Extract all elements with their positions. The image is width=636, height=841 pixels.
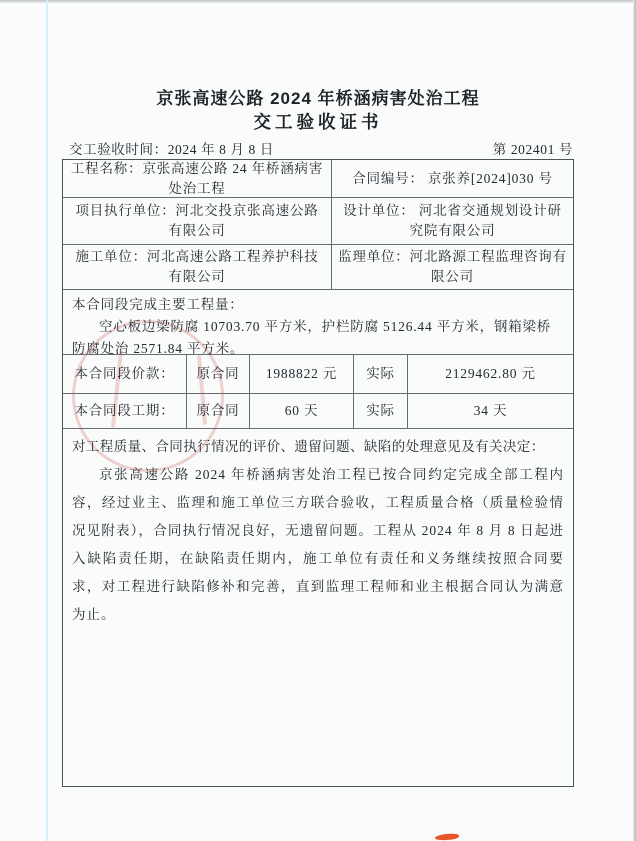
duration-label: 本合同段工期： xyxy=(74,403,175,418)
table-row xyxy=(63,244,573,289)
scan-edge-top xyxy=(0,0,636,3)
cell-construction-unit: 施工单位：河北高速公路工程养护科技有限公司 xyxy=(75,249,319,284)
amount-original-value: 1988822 元 xyxy=(249,355,353,393)
duration-actual-label: 实际 xyxy=(353,394,407,428)
cell-evaluation xyxy=(63,429,573,786)
table-row-evaluation xyxy=(63,428,573,786)
amount-original-label: 原合同 xyxy=(186,355,249,393)
quantities-detail: 空心板边梁防腐 10703.70 平方米，护栏防腐 5126.44 平方米，钢箱梁桥防腐处治 2571.84 平方米。 xyxy=(72,319,552,356)
orange-ink-mark xyxy=(435,833,459,841)
table-row xyxy=(63,289,573,354)
acceptance-certificate-table xyxy=(62,159,574,787)
table-row-contract-amount xyxy=(63,354,573,393)
cell-supervision-unit: 监理单位：河北路源工程监理咨询有限公司 xyxy=(331,245,573,289)
cell-executing-unit: 项目执行单位：河北交投京张高速公路有限公司 xyxy=(75,203,319,238)
meta-line xyxy=(63,138,573,158)
cell-contract-number: 合同编号： 京张养[2024]030 号 xyxy=(331,160,573,197)
cell-completed-quantities xyxy=(63,290,573,354)
duration-actual-value: 34 天 xyxy=(407,394,573,428)
amount-actual-label: 实际 xyxy=(353,355,407,393)
table-row-contract-duration xyxy=(63,393,573,428)
evaluation-body: 京张高速公路 2024 年桥涵病害处治工程已按合同约定完成全部工程内容，经过业主、监理和施工单位三方联合验收，工程质量合格（质量检验情况见附表），合同执行情况良好，无遗留问题。工程从 2024 年 8 月 8 日起进入缺陷责任期，在缺陷责任期内，施工单位有责任和义务继续按照合同要求，对工程进行缺陷修补和完善，直到监理工程师和业主根据合同认为满意为止。 xyxy=(72,467,564,622)
table-row xyxy=(63,197,573,244)
amount-actual-value: 2129462.80 元 xyxy=(407,355,573,393)
document-subtitle: 交工验收证书 xyxy=(253,112,383,132)
cell-project-name: 工程名称：京张高速公路 24 年桥涵病害处治工程 xyxy=(70,160,324,196)
quantities-heading: 本合同段完成主要工程量： xyxy=(72,297,244,312)
document-number: 第 202401 号 xyxy=(492,142,573,157)
evaluation-heading: 对工程质量、合同执行情况的评价、遗留问题、缺陷的处理意见及有关决定： xyxy=(72,439,545,454)
amount-label: 本合同段价款： xyxy=(74,366,175,381)
cell-design-unit: 设计单位： 河北省交通规划设计研究院有限公司 xyxy=(331,198,573,244)
table-row xyxy=(63,160,573,197)
document-title: 京张高速公路 2024 年桥涵病害处治工程 xyxy=(156,89,480,108)
duration-original-value: 60 天 xyxy=(249,394,353,428)
acceptance-time-text: 交工验收时间：2024 年 8 月 8 日 xyxy=(69,142,274,157)
duration-original-label: 原合同 xyxy=(186,394,249,428)
